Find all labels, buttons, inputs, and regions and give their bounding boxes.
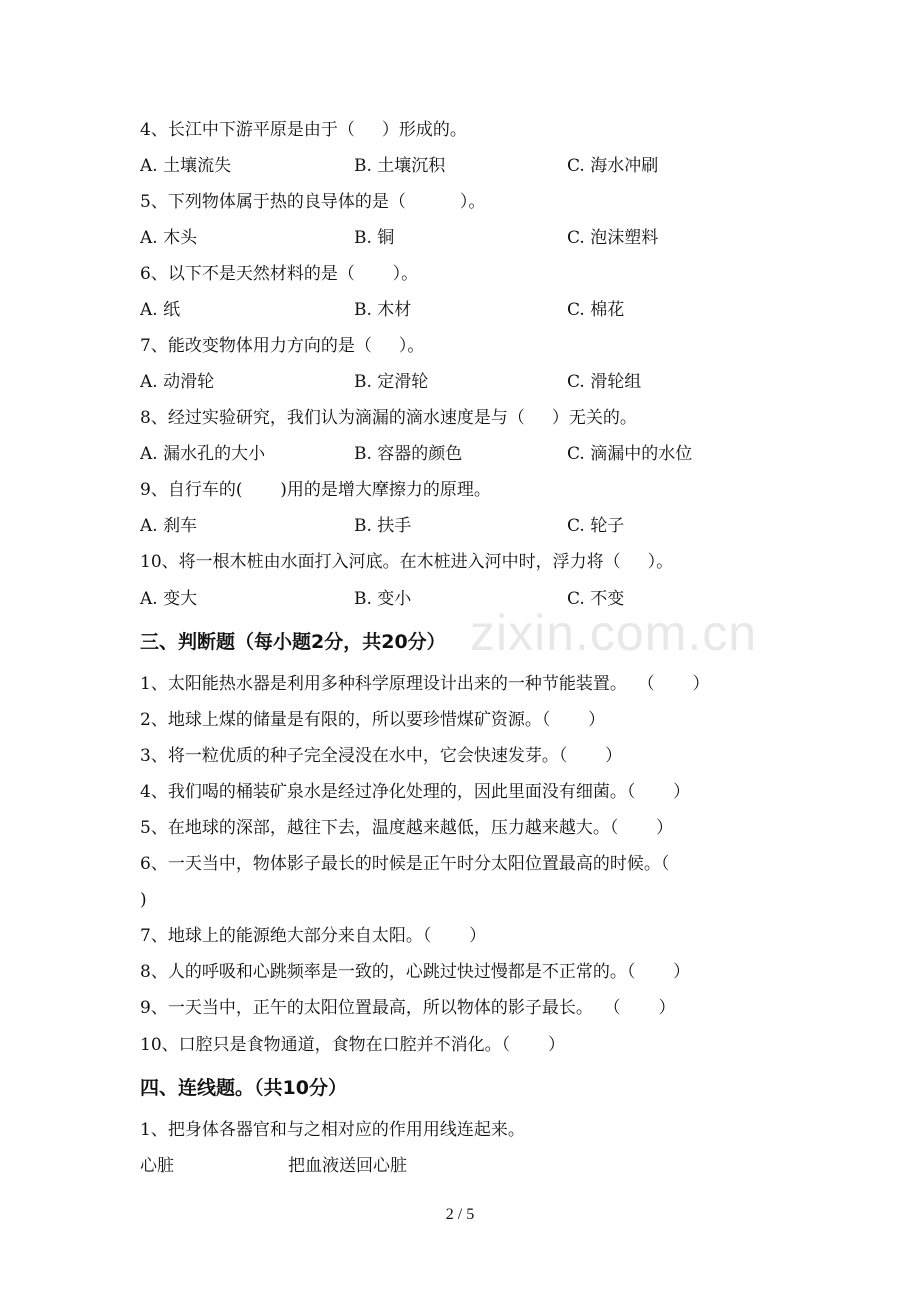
option-c: C. 滑轮组 — [567, 372, 642, 392]
option-a: A. 动滑轮 — [140, 372, 215, 392]
option-b: B. 定滑轮 — [354, 372, 429, 392]
mc-question-10: 10、将一根木桩由水面打入河底。在木桩进入河中时，浮力将（ ）。 — [140, 552, 674, 572]
option-c: C. 泡沫塑料 — [567, 228, 659, 248]
option-a: A. 变大 — [140, 589, 198, 609]
judge-item-9: 9、一天当中，正午的太阳位置最高，所以物体的影子最长。 （ ） — [140, 998, 676, 1018]
mc-question-7: 7、能改变物体用力方向的是（ ）。 — [140, 336, 425, 356]
option-a: A. 漏水孔的大小 — [140, 444, 266, 464]
judge-item-4: 4、我们喝的桶装矿泉水是经过净化处理的，因此里面没有细菌。（ ） — [140, 782, 691, 802]
judge-item-5: 5、在地球的深部，越往下去，温度越来越低，压力越来越大。（ ） — [140, 818, 674, 838]
mc-question-6: 6、以下不是天然材料的是（ ）。 — [140, 264, 419, 284]
option-b: B. 扶手 — [354, 516, 412, 536]
matching-question-1: 1、把身体各器官和与之相对应的作用用线连起来。 — [140, 1120, 525, 1140]
option-b: B. 变小 — [354, 589, 412, 609]
option-b: B. 铜 — [354, 228, 395, 248]
mc-question-4: 4、长江中下游平原是由于（ ）形成的。 — [140, 120, 467, 140]
option-c: C. 海水冲刷 — [567, 156, 659, 176]
watermark: zixin.com.cn — [470, 605, 758, 661]
option-a: A. 刹车 — [140, 516, 198, 536]
option-b: B. 土壤沉积 — [354, 156, 446, 176]
page-number: 2 / 5 — [445, 1206, 475, 1223]
mc-question-8: 8、经过实验研究，我们认为滴漏的滴水速度是与（ ）无关的。 — [140, 408, 637, 428]
mc-question-9: 9、自行车的( )用的是增大摩擦力的原理。 — [140, 480, 491, 500]
matching-left-item: 心脏 — [140, 1156, 174, 1176]
option-c: C. 不变 — [567, 589, 625, 609]
option-b: B. 木材 — [354, 300, 412, 320]
judge-item-6-continued: ) — [140, 890, 147, 910]
judge-item-8: 8、人的呼吸和心跳频率是一致的，心跳过快过慢都是不正常的。（ ） — [140, 962, 691, 982]
option-c: C. 轮子 — [567, 516, 625, 536]
section-4-heading: 四、连线题。（共10分） — [140, 1077, 347, 1099]
section-3-heading: 三、判断题（每小题2分，共20分） — [140, 631, 446, 653]
matching-right-item: 把血液送回心脏 — [288, 1156, 407, 1176]
judge-item-2: 2、地球上煤的储量是有限的，所以要珍惜煤矿资源。（ ） — [140, 710, 606, 730]
option-c: C. 滴漏中的水位 — [567, 444, 693, 464]
mc-question-5: 5、下列物体属于热的良导体的是（ ）。 — [140, 192, 486, 212]
judge-item-10: 10、口腔只是食物通道，食物在口腔并不消化。（ ） — [140, 1035, 565, 1055]
option-a: A. 木头 — [140, 228, 198, 248]
judge-item-7: 7、地球上的能源绝大部分来自太阳。（ ） — [140, 926, 487, 946]
judge-item-3: 3、将一粒优质的种子完全浸没在水中，它会快速发芽。（ ） — [140, 746, 623, 766]
option-a: A. 土壤流失 — [140, 156, 232, 176]
option-b: B. 容器的颜色 — [354, 444, 463, 464]
option-c: C. 棉花 — [567, 300, 625, 320]
option-a: A. 纸 — [140, 300, 181, 320]
judge-item-6: 6、一天当中，物体影子最长的时候是正午时分太阳位置最高的时候。（ — [140, 854, 670, 874]
judge-item-1: 1、太阳能热水器是利用多种科学原理设计出来的一种节能装置。 （ ） — [140, 674, 710, 694]
